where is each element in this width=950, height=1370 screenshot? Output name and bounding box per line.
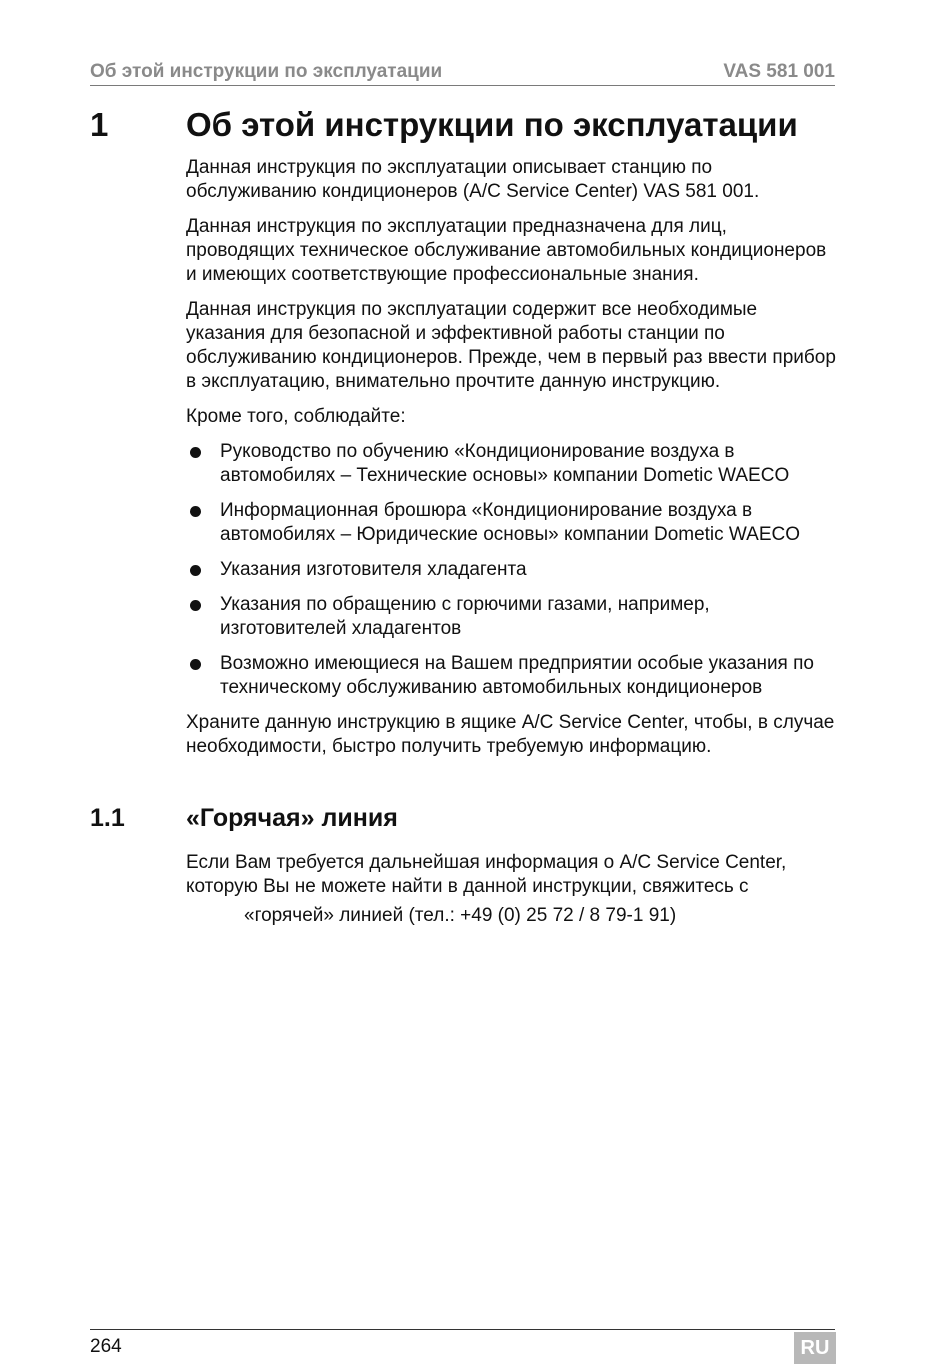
bullet-icon <box>190 600 201 611</box>
section-body <box>186 156 840 770</box>
subsection-body <box>186 851 840 899</box>
list-item <box>186 440 840 488</box>
list-item <box>186 499 840 547</box>
running-header-model: VAS 581 001 <box>723 61 835 82</box>
closing-paragraph: Храните данную инструкцию в ящике A/C Service Center, чтобы, в случае необходимости, быстро получить требуемую информацию. <box>186 712 835 757</box>
bullet-icon <box>190 659 201 670</box>
section-title: Об этой инструкции по эксплуатации <box>186 106 798 143</box>
paragraph: Кроме того, соблюдайте: <box>186 406 406 427</box>
footer-divider <box>90 1329 835 1330</box>
list-item <box>186 652 840 700</box>
list-item <box>186 558 840 582</box>
section-number: 1 <box>90 106 109 143</box>
page-number: 264 <box>90 1336 122 1357</box>
hotline-text: «горячей» линией (тел.: +49 (0) 25 72 / 8 79-1 91) <box>244 905 677 926</box>
paragraph: Данная инструкция по эксплуатации описывает станцию по обслуживанию кондиционеров (A/C Service Center) VAS 581 001. <box>186 157 760 202</box>
paragraph: Данная инструкция по эксплуатации содержит все необходимые указания для безопасной и эффективной работы станции по обслуживанию кондиционеров. Прежде, чем в первый раз ввести прибор в эксплуатацию, внимательно прочтите данную инструкцию. <box>186 299 836 392</box>
bullet-icon <box>190 447 201 458</box>
list-item-text: Возможно имеющиеся на Вашем предприятии особые указания по техническому обслуживанию автомобильных кондиционеров <box>220 653 814 698</box>
subsection-number: 1.1 <box>90 804 125 832</box>
bullet-icon <box>190 506 201 517</box>
list-item <box>186 593 840 641</box>
subsection-title: «Горячая» линия <box>186 804 398 832</box>
list-item-text: Указания по обращению с горючими газами, например, изготовителей хладагентов <box>220 594 710 639</box>
paragraph: Если Вам требуется дальнейшая информация о A/C Service Center, которую Вы не можете найти в данной инструкции, свяжитесь с <box>186 852 787 897</box>
list-item-text: Руководство по обучению «Кондиционирование воздуха в автомобилях – Технические основы» компании Dometic WAECO <box>220 441 790 486</box>
running-header-title: Об этой инструкции по эксплуатации <box>90 61 443 82</box>
list-item-text: Указания изготовителя хладагента <box>220 559 527 580</box>
running-header <box>90 61 835 86</box>
bullet-icon <box>190 565 201 576</box>
paragraph: Данная инструкция по эксплуатации предназначена для лиц, проводящих техническое обслуживание автомобильных кондиционеров и имеющих соответствующие профессиональные знания. <box>186 216 827 285</box>
language-badge: RU <box>794 1332 836 1364</box>
bullet-list <box>186 440 840 700</box>
list-item-text: Информационная брошюра «Кондиционирование воздуха в автомобилях – Юридические основы» компании Dometic WAECO <box>220 500 801 545</box>
